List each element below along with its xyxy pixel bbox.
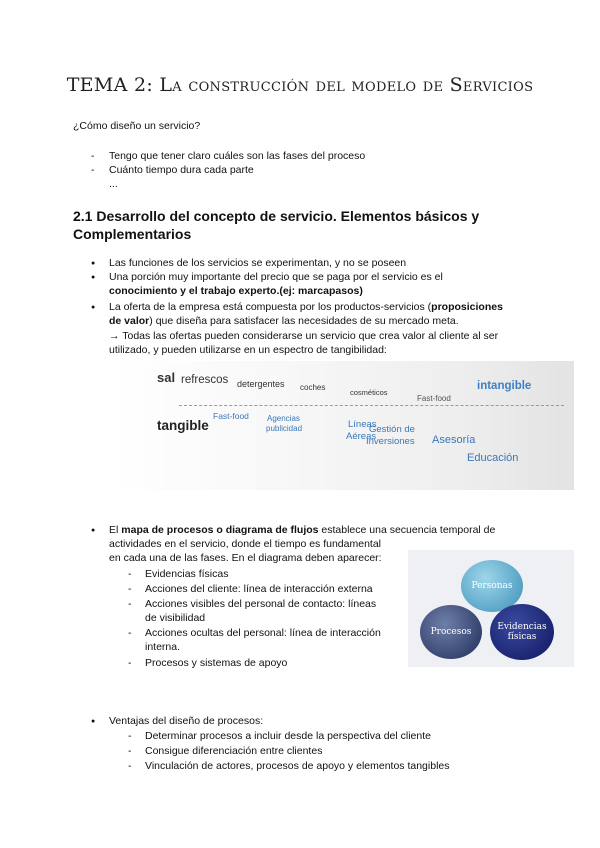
circle-evidencias: [490, 604, 554, 660]
list-item: Consigue diferenciación entre clientes: [145, 745, 323, 757]
word-fastfood-top: Fast-food: [417, 394, 451, 403]
word-agencias: Agencias: [267, 414, 300, 423]
dash-marker: -: [128, 745, 132, 757]
word-cosmeticos: cosméticos: [350, 388, 388, 397]
list-item: Determinar procesos a incluir desde la perspectiva del cliente: [145, 730, 431, 742]
intro-question: ¿Cómo diseño un servicio?: [73, 120, 201, 132]
word-refrescos: refrescos: [181, 374, 229, 386]
list-item: Cuánto tiempo dura cada parte: [109, 164, 254, 176]
list-item: Acciones visibles del personal de contacto: líneas: [145, 598, 377, 610]
bullet-item-cont: [109, 284, 363, 299]
word-sal: sal: [157, 370, 176, 385]
spectrum-axis: [179, 405, 564, 406]
circle-label: Procesos: [430, 627, 472, 637]
word-tangible: tangible: [157, 418, 209, 433]
dash-marker: -: [128, 730, 132, 742]
bullet-item: ● Las funciones de los servicios se experimentan, y no se poseen: [109, 256, 406, 271]
bold-text: proposiciones: [431, 301, 503, 313]
dash-marker: -: [128, 657, 132, 669]
word-lineas: Líneas: [348, 419, 377, 430]
dash-marker: -: [91, 150, 95, 162]
word-educacion: Educación: [467, 452, 519, 464]
bullet-item: ● Ventajas del diseño de procesos:: [109, 714, 263, 729]
circle-procesos: [420, 605, 482, 659]
list-item-cont: de visibilidad: [145, 612, 206, 624]
bullet-item: [109, 523, 495, 538]
circle-label: Evidencias: [497, 622, 547, 632]
word-aereas: Aéreas: [346, 431, 377, 442]
bold-text: mapa de procesos o diagrama de flujos: [121, 524, 319, 536]
dash-marker: -: [91, 164, 95, 176]
circle-label: Personas: [471, 581, 513, 591]
bold-text: de valor: [109, 315, 150, 327]
ellipsis: ...: [109, 178, 118, 190]
section-heading-cont: Complementarios: [73, 226, 192, 242]
list-item-cont: interna.: [145, 641, 181, 653]
bullet-item: [109, 300, 503, 315]
bullet-item-cont: en cada una de las fases. En el diagrama deben aparecer:: [109, 552, 382, 564]
dash-marker: -: [128, 627, 132, 639]
bold-text: conocimiento y el trabajo experto.: [109, 285, 280, 297]
word-inversiones: Inversiones: [366, 436, 415, 447]
text: ) que diseña para satisfacer las necesidades de su mercado meta.: [149, 315, 459, 327]
bullet-item-cont: [109, 314, 459, 329]
arrow-note-cont: utilizado, y pueden utilizarse en un espectro de tangibilidad:: [109, 344, 387, 356]
text: establece una secuencia temporal de: [318, 524, 496, 536]
dash-marker: -: [128, 583, 132, 595]
bullet-item-cont: actividades en el servicio, donde el tiempo es fundamental: [109, 538, 381, 550]
list-item: Acciones ocultas del personal: línea de interacción: [145, 627, 381, 639]
text: La oferta de la empresa está compuesta por los productos-servicios (: [109, 301, 432, 313]
dash-marker: -: [128, 760, 132, 772]
circle-label: físicas: [507, 632, 537, 642]
list-item: Tengo que tener claro cuáles son las fases del proceso: [109, 150, 366, 162]
page-title: TEMA 2: La construcción del modelo de Servicios: [66, 74, 534, 96]
list-item: Vinculación de actores, procesos de apoyo y elementos tangibles: [145, 760, 450, 772]
dash-marker: -: [128, 598, 132, 610]
bullet-item: ● Una porción muy importante del precio que se paga por el servicio es el: [109, 270, 443, 285]
dash-marker: -: [128, 568, 132, 580]
word-asesoria: Asesoría: [432, 434, 476, 446]
text: El: [109, 524, 122, 536]
list-item: Evidencias físicas: [145, 568, 229, 580]
word-publicidad: publicidad: [266, 424, 303, 433]
process-elements-diagram: [408, 550, 574, 667]
tangibility-spectrum-figure: [109, 361, 574, 490]
word-detergentes: detergentes: [237, 379, 285, 389]
word-gestion: Gestión de: [369, 424, 415, 435]
word-intangible: intangible: [477, 380, 532, 392]
list-item: Procesos y sistemas de apoyo: [145, 657, 288, 669]
bold-text: (ej: marcapasos): [279, 285, 363, 297]
list-item: Acciones del cliente: línea de interacción externa: [145, 583, 373, 595]
section-heading: 2.1 Desarrollo del concepto de servicio. Elementos básicos y: [73, 208, 480, 224]
word-fastfood-bottom: Fast-food: [213, 411, 249, 421]
arrow-note: → Todas las ofertas pueden considerarse un servicio que crea valor al cliente al ser: [109, 330, 499, 342]
word-coches: coches: [300, 383, 326, 392]
